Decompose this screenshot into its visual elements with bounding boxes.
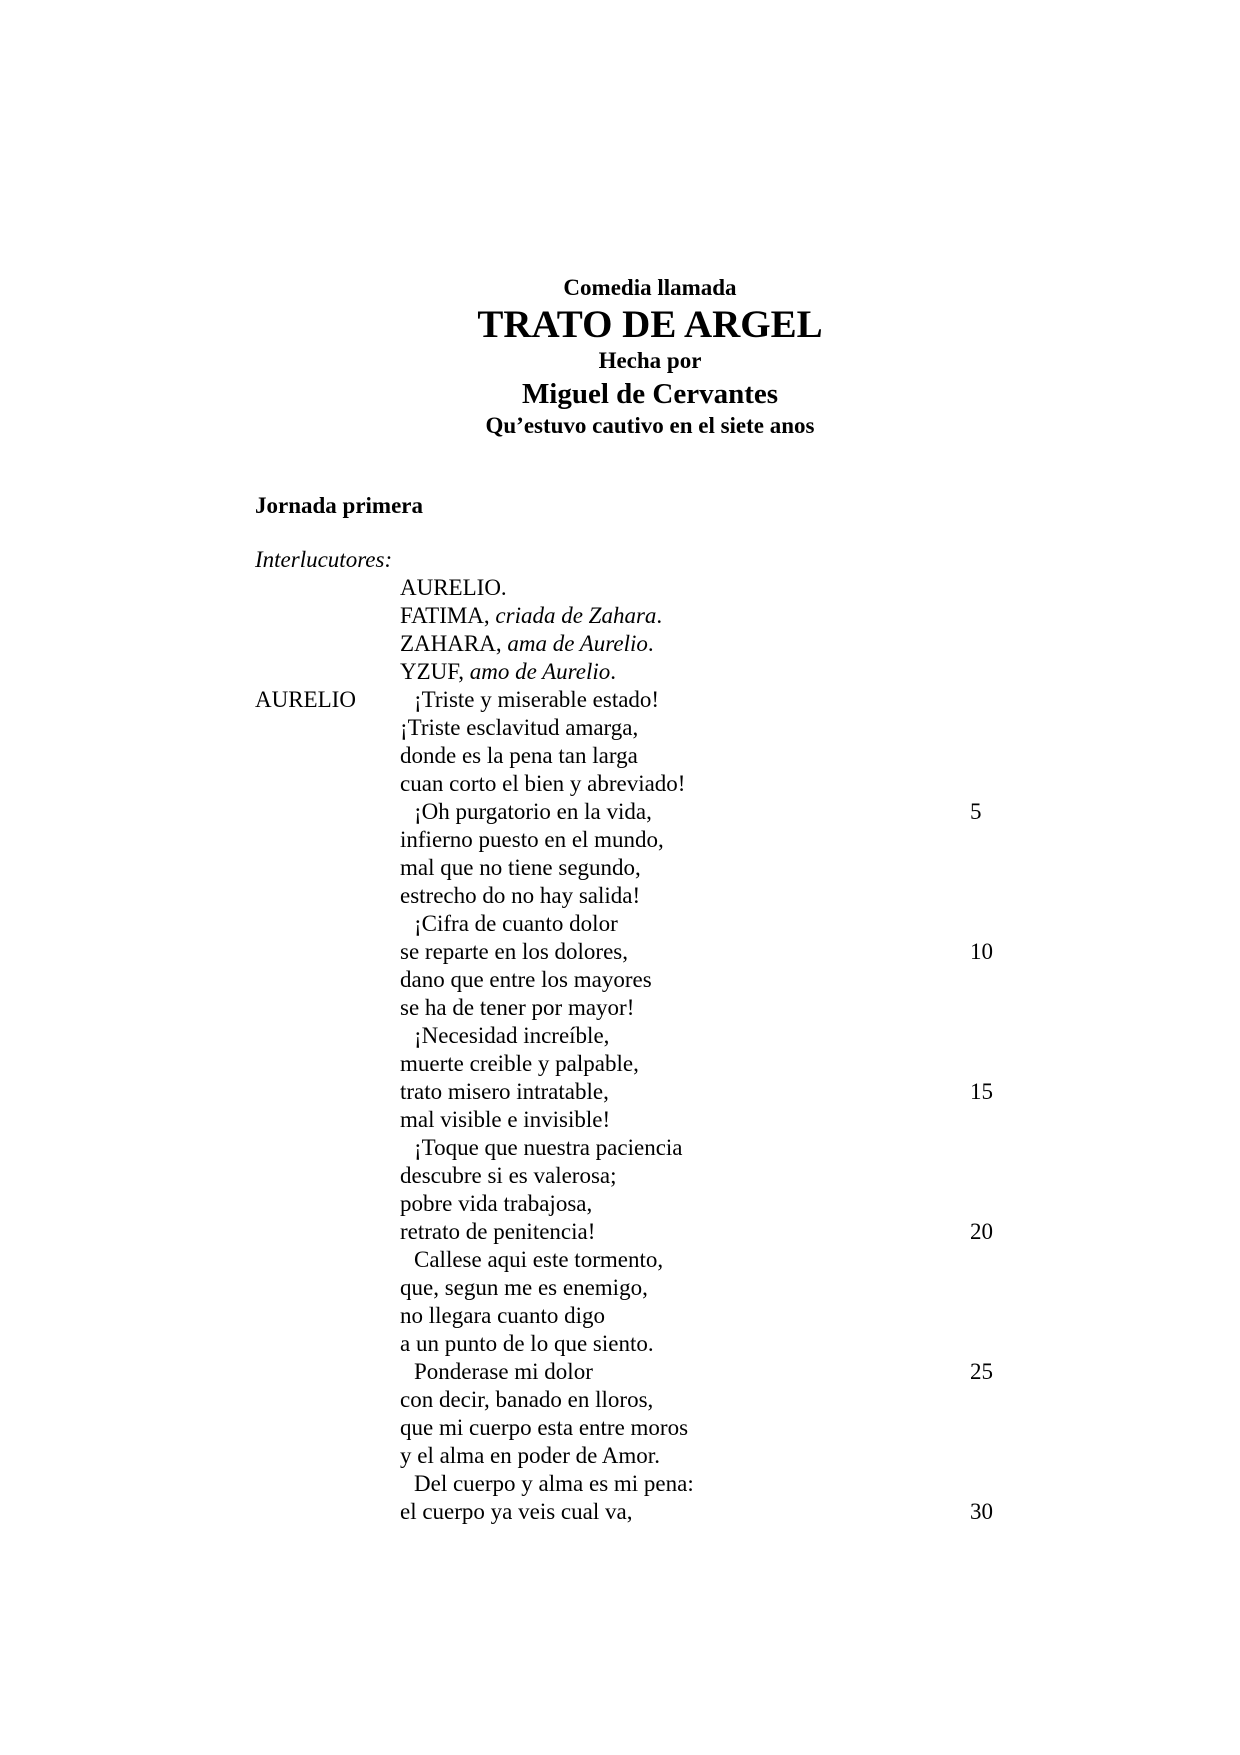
verse-line xyxy=(400,1386,1000,1414)
play-title: TRATO DE ARGEL xyxy=(477,303,823,346)
title-byline: Hecha por xyxy=(598,348,702,373)
verse-line xyxy=(400,1470,1000,1498)
character-role: ama de Aurelio xyxy=(507,631,648,656)
line-number: 20 xyxy=(970,1219,993,1244)
verse-text: se ha de tener por mayor! xyxy=(400,995,635,1020)
line-number: 25 xyxy=(970,1359,993,1384)
verse-line xyxy=(400,1358,1000,1386)
verse-text: mal visible e invisible! xyxy=(400,1107,611,1132)
act-heading: Jornada primera xyxy=(255,493,424,518)
verse-line xyxy=(400,1442,1000,1470)
line-number: 10 xyxy=(970,939,993,964)
verse-text: ¡Necesidad increíble, xyxy=(414,1023,610,1048)
verse-line xyxy=(400,1134,1000,1162)
verse-line xyxy=(400,1078,1000,1106)
verse-line xyxy=(400,994,1000,1022)
character-punctuation: . xyxy=(647,631,654,656)
speaker-name: AURELIO xyxy=(255,687,356,712)
verse-list xyxy=(400,686,1000,1526)
verse-line xyxy=(400,686,1000,714)
verse-line xyxy=(400,1302,1000,1330)
characters-list xyxy=(400,574,662,686)
verse-text: Del cuerpo y alma es mi pena: xyxy=(414,1471,694,1496)
verse-text: donde es la pena tan larga xyxy=(400,743,638,768)
verse-text: mal que no tiene segundo, xyxy=(400,855,641,880)
verse-text: el cuerpo ya veis cual va, xyxy=(400,1499,633,1524)
character-name: YZUF, xyxy=(400,659,470,684)
verse-line xyxy=(400,1106,1000,1134)
characters-label: Interlucutores: xyxy=(255,547,393,572)
verse-text: descubre si es valerosa; xyxy=(400,1163,617,1188)
verse-line xyxy=(400,1246,1000,1274)
verse-text: ¡Triste esclavitud amarga, xyxy=(400,715,639,740)
verse-line xyxy=(400,854,1000,882)
verse-text: dano que entre los mayores xyxy=(400,967,652,992)
title-subheading: Comedia llamada xyxy=(563,275,737,300)
verse-line xyxy=(400,938,1000,966)
verse-text: cuan corto el bien y abreviado! xyxy=(400,771,686,796)
verse-line xyxy=(400,1022,1000,1050)
verse-text: muerte creible y palpable, xyxy=(400,1051,639,1076)
character-entry xyxy=(400,602,662,630)
character-entry xyxy=(400,630,662,658)
verse-text: ¡Cifra de cuanto dolor xyxy=(414,911,618,936)
character-entry xyxy=(400,658,662,686)
author-name: Miguel de Cervantes xyxy=(521,378,779,410)
verse-line xyxy=(400,910,1000,938)
verse-text: no llegara cuanto digo xyxy=(400,1303,606,1328)
verse-text: con decir, banado en lloros, xyxy=(400,1387,654,1412)
verse-text: se reparte en los dolores, xyxy=(400,939,629,964)
character-punctuation: . xyxy=(610,659,617,684)
verse-text: ¡Oh purgatorio en la vida, xyxy=(414,799,652,824)
verse-text: estrecho do no hay salida! xyxy=(400,883,641,908)
verse-text: Ponderase mi dolor xyxy=(414,1359,593,1384)
character-name: AURELIO. xyxy=(400,575,507,600)
character-punctuation: . xyxy=(656,603,663,628)
verse-text: y el alma en poder de Amor. xyxy=(400,1443,660,1468)
verse-line xyxy=(400,882,1000,910)
verse-text: Callese aqui este tormento, xyxy=(414,1247,664,1272)
line-number: 5 xyxy=(970,799,982,824)
line-number: 15 xyxy=(970,1079,993,1104)
verse-line xyxy=(400,1498,1000,1526)
verse-line xyxy=(400,798,1000,826)
verse-text: que mi cuerpo esta entre moros xyxy=(400,1415,689,1440)
verse-line xyxy=(400,1218,1000,1246)
verse-line xyxy=(400,826,1000,854)
verse-text: a un punto de lo que siento. xyxy=(400,1331,654,1356)
verse-text: retrato de penitencia! xyxy=(400,1219,596,1244)
verse-text: que, segun me es enemigo, xyxy=(400,1275,648,1300)
character-role: criada de Zahara xyxy=(495,603,657,628)
verse-line xyxy=(400,1050,1000,1078)
line-number: 30 xyxy=(970,1499,993,1524)
verse-line xyxy=(400,770,1000,798)
verse-text: ¡Triste y miserable estado! xyxy=(414,687,660,712)
verse-text: ¡Toque que nuestra paciencia xyxy=(414,1135,683,1160)
character-entry xyxy=(400,574,662,602)
character-name: ZAHARA, xyxy=(400,631,508,656)
character-role: amo de Aurelio xyxy=(469,659,611,684)
verse-line xyxy=(400,1274,1000,1302)
verse-line xyxy=(400,966,1000,994)
title-block xyxy=(0,272,1240,440)
verse-line xyxy=(400,1414,1000,1442)
verse-line xyxy=(400,742,1000,770)
character-name: FATIMA, xyxy=(400,603,496,628)
verse-line xyxy=(400,1190,1000,1218)
verse-text: trato misero intratable, xyxy=(400,1079,609,1104)
verse-line xyxy=(400,1162,1000,1190)
author-note: Qu’estuvo cautivo en el siete anos xyxy=(485,413,815,438)
verse-line xyxy=(400,1330,1000,1358)
verse-text: pobre vida trabajosa, xyxy=(400,1191,593,1216)
verse-line xyxy=(400,714,1000,742)
verse-text: infierno puesto en el mundo, xyxy=(400,827,664,852)
